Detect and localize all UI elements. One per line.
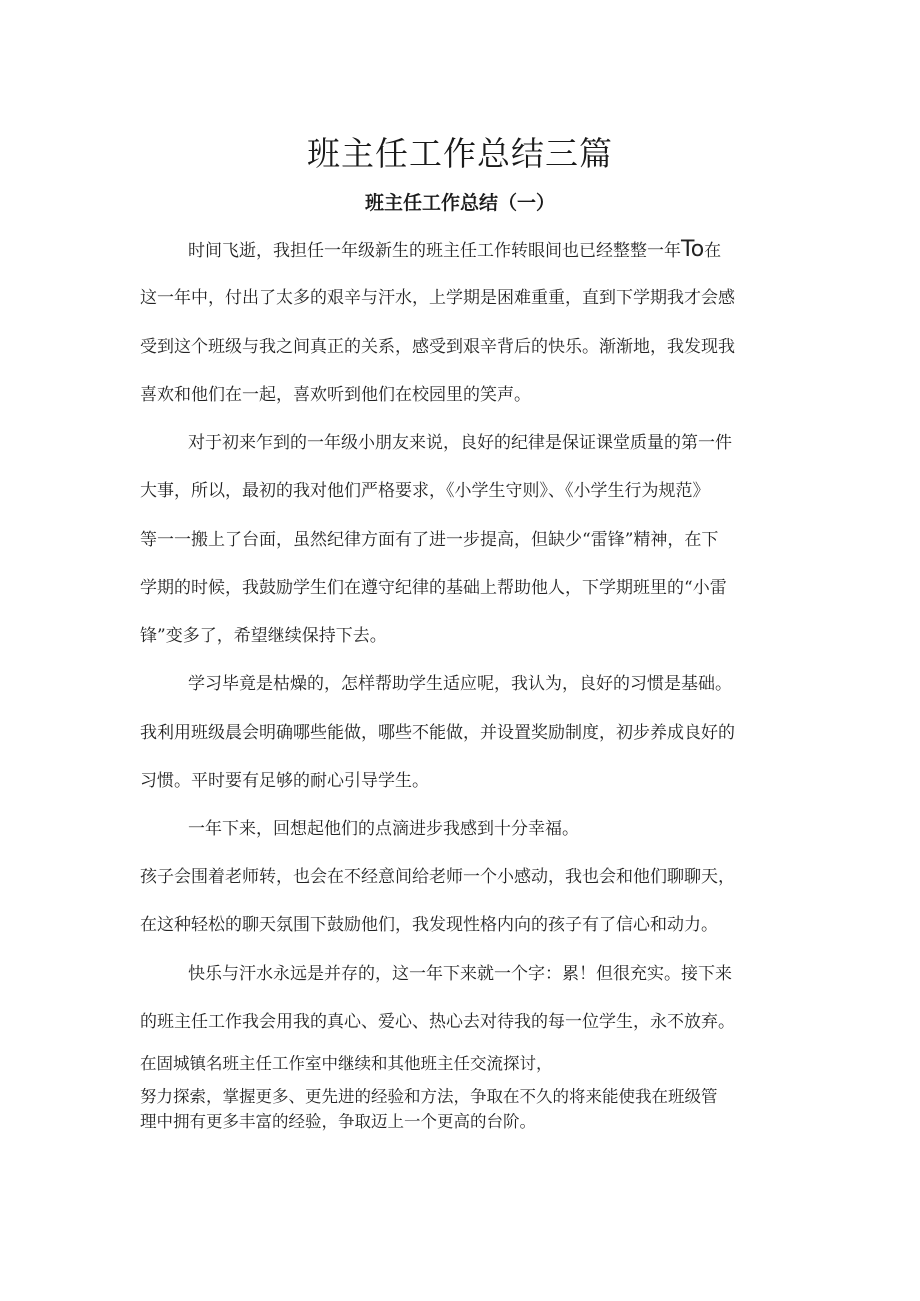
line-text-to: To [681,237,705,262]
paragraph-line: 学期的时候，我鼓励学生们在遵守纪律的基础上帮助他人，下学期班里的“小雷 [140,578,727,598]
paragraph-line: 在固城镇名班主任工作室中继续和其他班主任交流探讨， [140,1054,553,1073]
paragraph-line: 我利用班级晨会明确哪些能做，哪些不能做，并设置奖励制度，初步养成良好的 [140,723,735,743]
line-text: 在 [704,241,722,261]
paragraph-line: 锋”变多了，希望继续保持下去。 [140,626,387,646]
document-title: 班主任工作总结三篇 [307,134,613,173]
paragraph-line: 学习毕竟是枯燥的，怎样帮助学生适应呢，我认为，良好的习惯是基础。 [188,674,732,694]
paragraph-line: 快乐与汗水永远是并存的，这一年下来就一个字：累！但很充实。接下来 [188,964,732,984]
paragraph-line: 对于初来乍到的一年级小朋友来说，良好的纪律是保证课堂质量的第一件 [188,433,732,453]
paragraph-line: 习惯。平时要有足够的耐心引导学生。 [140,771,429,791]
paragraph-line: 一年下来，回想起他们的点滴进步我感到十分幸福。 [188,819,579,839]
line-text: 时间飞逝，我担任一年级新生的班主任工作转眼间也已经整整一年 [188,241,681,261]
section-subtitle: 班主任工作总结（一） [364,192,555,214]
paragraph-line: 在这种轻松的聊天氛围下鼓励他们，我发现性格内向的孩子有了信心和动力。 [140,915,718,935]
paragraph-line: 孩子会围着老师转，也会在不经意间给老师一个小感动，我也会和他们聊聊天， [140,867,735,887]
paragraph-line: 这一年中，付出了太多的艰辛与汗水，上学期是困难重重，直到下学期我才会感 [140,288,735,308]
paragraph-line: 受到这个班级与我之间真正的关系，感受到艰辛背后的快乐。渐渐地，我发现我 [140,337,735,357]
paragraph-line: 喜欢和他们在一起，喜欢听到他们在校园里的笑声。 [140,385,531,405]
paragraph-line [188,239,800,262]
paragraph-line: 的班主任工作我会用我的真心、爱心、热心去对待我的每一位学生，永不放弃。 [140,1012,735,1032]
paragraph-line: 理中拥有更多丰富的经验，争取迈上一个更高的台阶。 [140,1112,536,1131]
paragraph-line: 大事，所以，最初的我对他们严格要求，《小学生守则》、《小学生行为规范》 [140,481,710,501]
paragraph-line: 努力探索，掌握更多、更先进的经验和方法，争取在不久的将来能使我在班级管 [140,1087,718,1106]
paragraph-line: 等一一搬上了台面，虽然纪律方面有了进一步提高，但缺少“雷锋”精神，在下 [140,530,719,550]
